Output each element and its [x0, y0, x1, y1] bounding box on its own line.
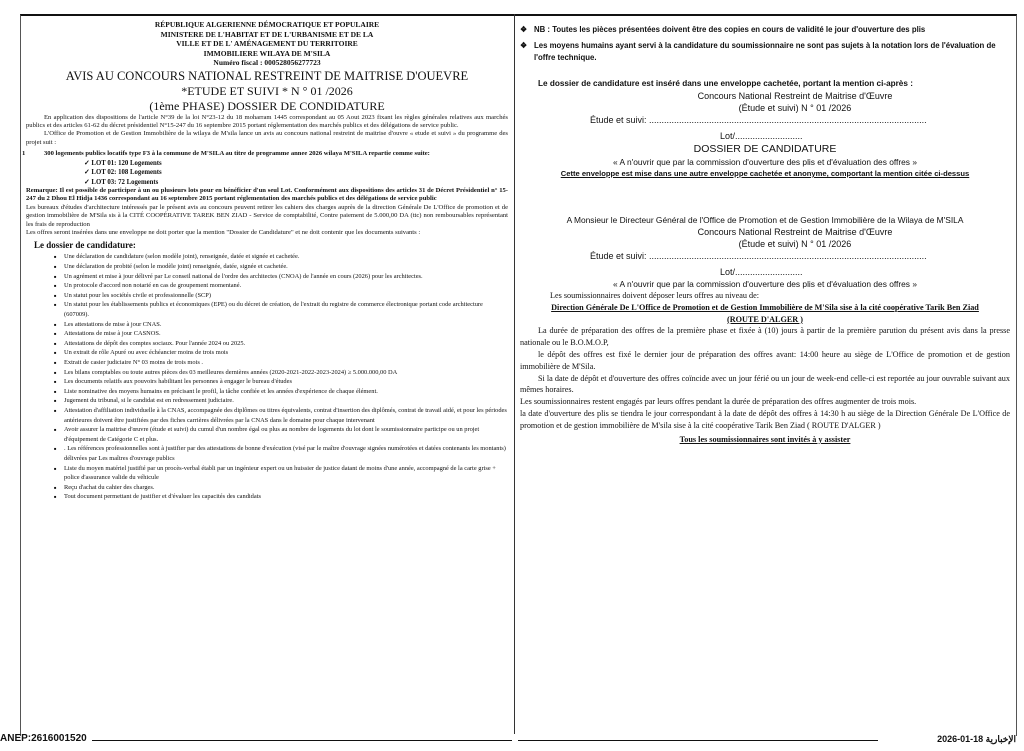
- etude-number: (Étude et suivi) N ° 01 /2026: [738, 103, 852, 113]
- dossier-candidature: DOSSIER DE CANDIDATURE: [693, 143, 837, 155]
- document-item: ■ Avoir assurer la maitrise d'œuvre (étude et suivi) du cumul d'un nombre égal ou plus au nombre de logements du lot dont le soumissionnaire participe ou un projet d'équipement de Catégorie C et plus.: [54, 425, 508, 444]
- document-item: ■ Les documents relatifs aux pouvoirs habilitant les personnes à engager le bureau d'études: [54, 377, 508, 387]
- document-item: ■ Attestations de dépôt des comptes sociaux. Pour l'année 2024 ou 2025.: [54, 339, 508, 349]
- program-number: 1: [22, 150, 26, 158]
- offres-paragraph: Les offres seront insérées dans une enveloppe ne doit porter que la mention "Dossier de Candidature" et ne doit contenir que les documents suivants :: [26, 229, 421, 237]
- lot-item: ✓ LOT 01: 120 Logements: [84, 159, 508, 169]
- header-line: VILLE ET DE L' AMÉNAGEMENT DU TERRITOIRE: [176, 39, 358, 48]
- concours-line-2: Concours National Restreint de Maitrise d'Œuvre: [697, 227, 893, 237]
- document-item: ■ Un protocole d'accord non notarié en cas de groupement momentané.: [54, 281, 508, 291]
- left-column: [22, 20, 508, 725]
- etude-suivi-field: Étude et suivi: ...............................................................................................................: [590, 115, 927, 125]
- invites-line: Tous les soumissionnaires sont invités à y assister: [679, 434, 851, 444]
- document-item: ■ . Les références professionnelles sont à justifier par des attestations de bonne d'exécution (visé par le maître d'ouvrage signées numérotées et datées contenants les montants) délivrées par Les maîtres d'ouvrage publics: [54, 444, 508, 463]
- dossier-title: Le dossier de candidature:: [34, 240, 136, 251]
- document-item: ■ Attestations de mise à jour CASNOS.: [54, 329, 508, 339]
- header-line: IMMOBILIERE WILAYA DE M'SILA: [203, 48, 331, 58]
- document-item: ■ Une déclaration de candidature (selon modèle joint), renseignée, datée et signée et cachetée.: [54, 252, 508, 262]
- remarque-paragraph: Remarque: Il est possible de participer à un ou plusieurs lots pour en bénéficier d'un seul Lot. Conformément aux dispositions des articles 31 de Décret Présidentiel n° 15-247 du 2 Dhou El Hidja 1436 correspondant au 16 septembre 2015 portant réglementation des marchés publics et des délégations de service public: [26, 187, 508, 203]
- intro-paragraph-2: L'Office de Promotion et de Gestion Immobilière de la wilaya de M'sila lance un avis au concours national restreint de maitrise d'ouvre « etude et suivi » du programme des projet suit :: [26, 130, 508, 146]
- ouvrir-mention: « A n'ouvrir que par la commission d'ouverture des plis et d'évaluation des offres »: [613, 157, 917, 167]
- envelope-note: Cette enveloppe est mise dans une autre enveloppe cachetée et anonyme, comportant la mention citée ci-dessus: [560, 169, 970, 178]
- notice-phase: (1ème PHASE) DOSSIER DE CONDIDATURE: [149, 98, 385, 113]
- right-column: [520, 20, 1010, 725]
- document-item: ■ Un extrait de rôle Apuré ou avec échéancier moins de trois mois: [54, 348, 508, 358]
- anep-reference: ANEP:2616001520: [0, 733, 87, 744]
- document-item: ■ Extrait de casier judiciaire N° 03 moins de trois mois .: [54, 358, 508, 368]
- header-line: MINISTERE DE L'HABITAT ET DE L'URBANISME ET DE LA: [160, 29, 374, 39]
- depot-paragraph: le dépôt des offres est fixé le dernier jour de préparation des offres avant: 14:00 heure au siège de L'Office de promotion et de gestion immobilière de M'Sila.: [520, 349, 1010, 371]
- ouvrir-mention-2: « A n'ouvrir que par la commission d'ouverture des plis et d'évaluation des offres »: [613, 279, 917, 289]
- newspaper-date: 2026-01-18 الإخبارية: [937, 734, 1016, 744]
- ouverture-paragraph: la date d'ouverture des plis se tiendra le jour correspondant à la date de dépôt des offres à 14:30 h au siège de la Direction Générale De L'Office de promotion et de gestion immobilière de M'sila sise à la cité coopérative Tarik Ben Ziad ( ROUTE D'ALGER ): [520, 408, 1010, 430]
- lots-list: [84, 159, 508, 188]
- document-item: ■ Un statut pour les sociétés civile et professionnelle (SCP): [54, 291, 508, 301]
- notice-title: AVIS AU CONCOURS NATIONAL RESTREINT DE MAITRISE D'OUEVRE: [65, 68, 469, 83]
- envelope-intro: Le dossier de candidature est inséré dans une enveloppe cachetée, portant la mention ci-après :: [538, 79, 913, 88]
- program-text: 300 logements publics locatifs type F3 à la commune de M'SILA au titre de programme annee 2026 wilaya M'SILA repartie comme suite:: [44, 150, 430, 158]
- document-item: ■ Jugement du tribunal, si le candidat est en redressement judiciaire.: [54, 396, 508, 406]
- document-item: ■ Les bilans comptables ou toute autres pièces des 03 meilleures dernières années (2020-2021-2022-2023-2024) ≥ 5.000.000,00 DA: [54, 368, 508, 378]
- lot-field: Lot/...........................: [720, 131, 803, 141]
- concours-line: Concours National Restreint de Maitrise d'Œuvre: [697, 91, 893, 101]
- document-item: ■ Attestation d'affiliation individuelle à la CNAS, accompagnée des diplômes ou titres équivalents, contrat d'insertion des diplômés, contrat de travail aidé, et pour les périodes antérieures doivent être justifiées par des fiches carrières délivrées par la CNAS dans le domaine pour chaque intervenant: [54, 406, 508, 425]
- fiscal-number: Numéro fiscal : 000528056277723: [213, 58, 321, 67]
- nb-note-2: ❖ Les moyens humains ayant servi à la candidature du soumissionnaire ne sont pas sujets à la notation lors de l'évaluation de l'offre technique.: [520, 40, 1010, 64]
- lot-item: ✓ LOT 03: 72 Logements: [84, 178, 508, 188]
- notice-subtitle: *ETUDE ET SUIVI * N ° 01 /2026: [181, 83, 353, 98]
- intro-paragraph: En application des dispositions de l'article N°39 de la loi N°23-12 du 18 moharram 1445 correspondant au 05 Aout 2023 fixant les règles générales relatives aux marchés publics et des articles 61-62 du décret présidentiel N°15-247 du 16 septembre 2015 portant réglementation des marchés publics et des délégations de service public.: [26, 113, 508, 129]
- document-item: ■ Liste nominative des moyens humains en précisant le profil, la tâche confiée et les années d'expérience de chaque élément.: [54, 387, 508, 397]
- direction-address: Direction Générale De L'Office de Promotion et de Gestion Immobilière de M'Sila sise à la cité coopérative Tarik Ben Ziad: [551, 302, 979, 312]
- etude-number-2: (Étude et suivi) N ° 01 /2026: [738, 239, 852, 249]
- nb-note: ❖ NB : Toutes les pièces présentées doivent être des copies en cours de validité le jour d'ouverture des plis: [520, 24, 1010, 36]
- document-item: ■ Un agrément et mise à jour délivré par Le conseil national de l'ordre des architectes (CNOA) de l'année en cours (2026) pour les architectes.: [54, 272, 508, 282]
- route-alger: (ROUTE D'ALGER ): [727, 314, 803, 324]
- program-line: [22, 150, 508, 158]
- lot-field-2: Lot/...........................: [720, 267, 803, 277]
- bureaux-paragraph: Les bureaux d'études d'architecture intéressés par le présent avis au concours peuvent retirer les cahiers des charges auprès de la direction Générale De L'Office de promotion et de gestion immobilière de M'Sila sis à la CITÉ COOPÉRATIVE TAREK BEN ZIAD - Service de comptabilité, Contre paiement de 5.000,00 DA (ttc) non remboursables représentant les frais de reproduction: [26, 203, 508, 228]
- document-item: ■ Les attestations de mise à jour CNAS.: [54, 320, 508, 330]
- document-item: ■ Tout document permettant de justifier et d'évaluer les capacités des candidats: [54, 492, 508, 502]
- footer-rule: [92, 740, 512, 741]
- column-divider: [514, 14, 515, 734]
- document-item: ■ Un statut pour les établissements publics et économiques (EPE) ou du décret de création, de l'extrait du registre de commerce électronique portant code architecture (607009).: [54, 300, 508, 319]
- document-item: ■ Une déclaration de probité (selon le modèle joint) renseignée, datée, signée et cachetée.: [54, 262, 508, 272]
- document-item: ■ Liste du moyen matériel justifié par un procès-verbal établi par un ingénieur expert ou un huissier de justice datant de moins d'une année, accompagné de la carte grise + police d'assurance valide du véhicule: [54, 464, 508, 483]
- deposer-line: Les soumissionnaires doivent déposer leurs offres au niveau de:: [550, 291, 760, 300]
- etude-suivi-field-2: Étude et suivi: ...............................................................................................................: [590, 251, 927, 261]
- ferie-paragraph: Si la date de dépôt et d'ouverture des offres coïncide avec un jour férié ou un jour de week-end celle-ci est reportée au jour ouvrable suivant aux mêmes horaires.: [520, 373, 1010, 395]
- monsieur-line: A Monsieur le Directeur Général de l'Office de Promotion et de Gestion Immobilière de la Wilaya de M'SILA: [566, 215, 964, 225]
- duree-paragraph: La durée de préparation des offres de la première phase et fixée à (10) jours à partir de la première parution du présent avis dans la presse nationale ou le B.O.M.O.P,: [520, 326, 1010, 348]
- header-line: RÉPUBLIQUE ALGERIENNE DÉMOCRATIQUE ET POPULAIRE: [154, 20, 380, 29]
- lot-item: ✓ LOT 02: 108 Logements: [84, 168, 508, 178]
- footer-rule-right: [518, 740, 878, 741]
- engages-paragraph: Les soumissionnaires restent engagés par leurs offres pendant la durée de préparation des offres augmenter de trois mois.: [520, 397, 917, 407]
- document-item: ■ Reçu d'achat du cahier des charges.: [54, 483, 508, 493]
- documents-list: [26, 252, 508, 501]
